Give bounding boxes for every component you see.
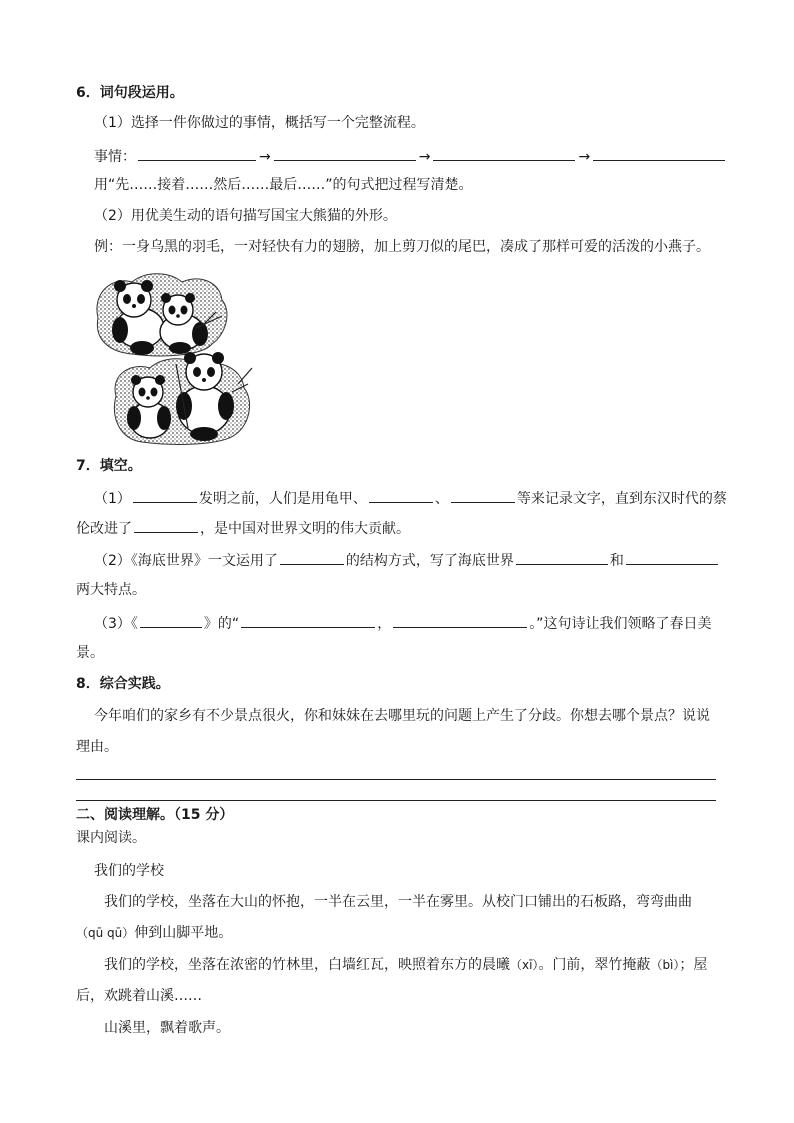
- q6-title: 6．词句段运用。: [76, 85, 184, 101]
- answer-blank[interactable]: [393, 612, 527, 628]
- essay-text: 我们的学校，坐落在浓密的竹林里，白墙红瓦，映照着东方的晨曦: [104, 957, 510, 973]
- essay-text: ；屋: [679, 957, 708, 973]
- q8-prompt-line2: 理由。: [76, 739, 118, 755]
- essay-paragraph2-line1: [104, 955, 707, 975]
- q7-text: 发明之前，人们是用龟甲、: [198, 491, 367, 507]
- q7-line2: [76, 517, 410, 539]
- answer-blank[interactable]: [134, 517, 198, 533]
- q7-text: ，是中国对世界文明的伟大贡献。: [200, 521, 410, 537]
- q7-text: 、: [434, 491, 449, 507]
- answer-blank[interactable]: [451, 487, 515, 503]
- q7-line5: [94, 612, 711, 634]
- panda-illustration: [92, 268, 257, 448]
- answer-blank[interactable]: [516, 549, 608, 565]
- essay-paragraph1-line1: 我们的学校，坐落在大山的怀抱，一半在云里，一半在雾里。从校门口铺出的石板路，弯弯曲曲: [104, 894, 692, 910]
- q7-line6: 景。: [76, 645, 104, 661]
- q7-text: 等来记录文字，直到东汉时代的蔡: [516, 491, 727, 507]
- answer-blank[interactable]: [241, 612, 375, 628]
- essay-paragraph2-line2: 后，欢跳着山溪……: [76, 988, 202, 1004]
- essay-text: 。门前，翠竹掩蔽: [538, 957, 651, 973]
- pinyin-annotation: （qū qū）: [76, 926, 135, 940]
- q7-text: 。”这句诗让我们领略了春日美: [529, 616, 712, 632]
- answer-line[interactable]: [76, 779, 716, 780]
- essay-paragraph1-line2: [76, 923, 232, 943]
- answer-blank[interactable]: [140, 612, 202, 628]
- pinyin-annotation: （xī）: [510, 958, 539, 972]
- answer-blank[interactable]: [133, 487, 197, 503]
- q7-text: ，: [377, 616, 392, 632]
- q6-event-label: 事情：: [94, 149, 136, 165]
- answer-blank[interactable]: [274, 145, 416, 161]
- section2-subtitle: 课内阅读。: [76, 830, 146, 846]
- section2-title: 二、阅读理解。（15 分）: [76, 807, 234, 823]
- answer-blank[interactable]: [433, 145, 575, 161]
- q6-part1-hint: 用“先……接着……然后……最后……”的句式把过程写清楚。: [94, 177, 473, 193]
- answer-blank[interactable]: [626, 549, 718, 565]
- q7-line1: [94, 487, 727, 509]
- q7-title: 7．填空。: [76, 458, 142, 474]
- q7-text: （2）《海底世界》一文运用了: [94, 553, 278, 569]
- q7-text: （1）: [94, 491, 131, 507]
- essay-text: 伸到山脚平地。: [134, 925, 233, 941]
- q7-text: （3）《: [94, 616, 138, 632]
- arrow-icon: →: [259, 149, 271, 165]
- pinyin-annotation: （bì）: [650, 958, 680, 972]
- q6-event-flow-row: [94, 145, 727, 167]
- q7-text: 》的“: [203, 616, 240, 632]
- essay-title: 我们的学校: [94, 863, 164, 879]
- q7-line4: 两大特点。: [76, 582, 146, 598]
- answer-blank[interactable]: [593, 145, 725, 161]
- q7-line3: [94, 549, 720, 571]
- q7-text: 伦改进了: [76, 521, 132, 537]
- q6-part1-prompt: （1）选择一件你做过的事情，概括写一个完整流程。: [94, 115, 425, 131]
- arrow-icon: →: [418, 149, 431, 165]
- answer-blank[interactable]: [369, 487, 433, 503]
- q6-part2-prompt: （2）用优美生动的语句描写国宝大熊猫的外形。: [94, 208, 397, 224]
- answer-line[interactable]: [76, 800, 716, 801]
- q8-title: 8．综合实践。: [76, 676, 170, 692]
- q8-prompt-line1: 今年咱们的家乡有不少景点很火，你和妹妹在去哪里玩的问题上产生了分歧。你想去哪个景点？说说: [94, 708, 710, 724]
- answer-blank[interactable]: [138, 145, 256, 161]
- q7-text: 的结构方式，写了海底世界: [345, 553, 514, 569]
- q6-example-sentence: 例：一身乌黑的羽毛，一对轻快有力的翅膀，加上剪刀似的尾巴，凑成了那样可爱的活泼的小燕子。: [94, 239, 710, 255]
- essay-paragraph3: 山溪里，飘着歌声。: [104, 1020, 230, 1036]
- q7-text: 和: [609, 553, 624, 569]
- answer-blank[interactable]: [280, 549, 344, 565]
- arrow-icon: →: [578, 149, 591, 165]
